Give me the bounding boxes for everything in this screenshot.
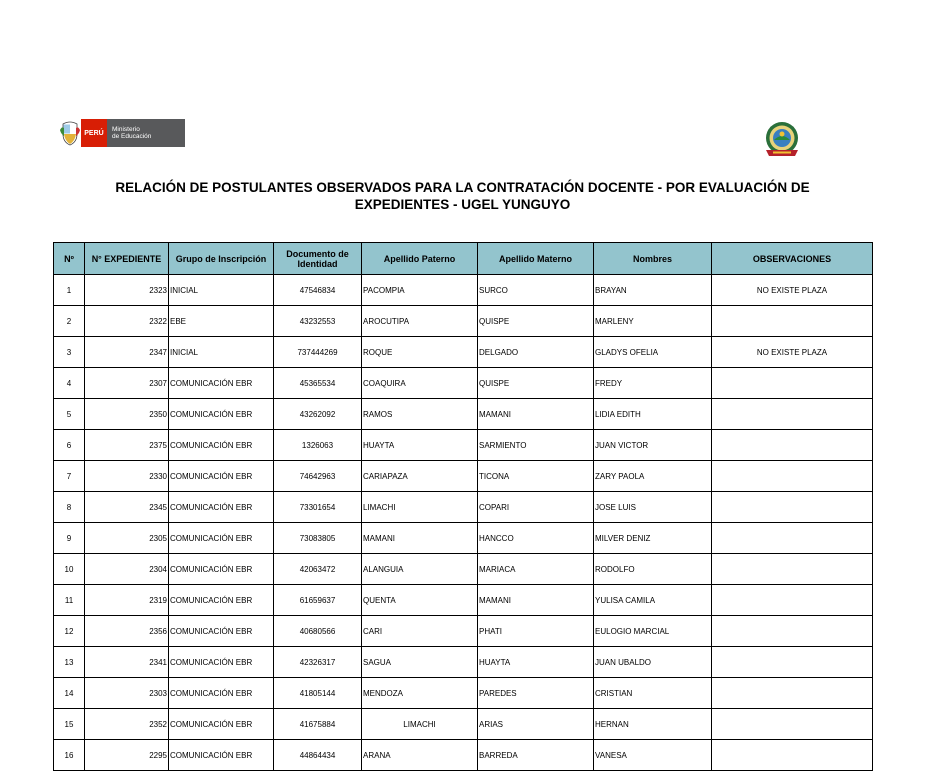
col-header-numero: Nº [54, 243, 85, 275]
cell-apellido-materno: TICONA [478, 461, 594, 492]
cell-documento: 44864434 [274, 740, 362, 771]
cell-documento: 41805144 [274, 678, 362, 709]
cell-apellido-materno: PHATI [478, 616, 594, 647]
table-body [54, 275, 873, 771]
col-header-nombres: Nombres [594, 243, 712, 275]
cell-documento: 43262092 [274, 399, 362, 430]
cell-expediente: 2319 [85, 585, 169, 616]
cell-observaciones [712, 399, 873, 430]
table-row [54, 523, 873, 554]
cell-grupo: INICIAL [169, 275, 274, 306]
cell-numero: 7 [54, 461, 85, 492]
cell-apellido-paterno: MAMANI [362, 523, 478, 554]
cell-grupo: COMUNICACIÓN EBR [169, 368, 274, 399]
cell-expediente: 2307 [85, 368, 169, 399]
cell-nombres: YULISA CAMILA [594, 585, 712, 616]
cell-documento: 47546834 [274, 275, 362, 306]
cell-observaciones [712, 616, 873, 647]
cell-apellido-paterno: LIMACHI [362, 709, 478, 740]
table-row [54, 647, 873, 678]
cell-apellido-materno: ARIAS [478, 709, 594, 740]
cell-grupo: COMUNICACIÓN EBR [169, 647, 274, 678]
cell-numero: 2 [54, 306, 85, 337]
cell-apellido-materno: QUISPE [478, 368, 594, 399]
cell-documento: 43232553 [274, 306, 362, 337]
title-line1: RELACIÓN DE POSTULANTES OBSERVADOS PARA LA CONTRATACIÓN DOCENTE - POR EVALUACIÓN DE [115, 180, 810, 195]
col-header-observaciones: OBSERVACIONES [712, 243, 873, 275]
col-header-expediente: N° EXPEDIENTE [85, 243, 169, 275]
cell-grupo: INICIAL [169, 337, 274, 368]
cell-apellido-paterno: ARANA [362, 740, 478, 771]
cell-numero: 1 [54, 275, 85, 306]
cell-grupo: COMUNICACIÓN EBR [169, 523, 274, 554]
ministry-label [107, 119, 185, 147]
cell-documento: 737444269 [274, 337, 362, 368]
cell-apellido-paterno: MENDOZA [362, 678, 478, 709]
minedu-logo [59, 118, 185, 148]
ugel-seal-icon [761, 120, 803, 160]
cell-nombres: FREDY [594, 368, 712, 399]
cell-documento: 61659637 [274, 585, 362, 616]
cell-apellido-materno: PAREDES [478, 678, 594, 709]
table-row [54, 709, 873, 740]
cell-apellido-materno: BARREDA [478, 740, 594, 771]
cell-apellido-paterno: CARI [362, 616, 478, 647]
cell-observaciones [712, 554, 873, 585]
table-row [54, 275, 873, 306]
table-row [54, 430, 873, 461]
table-row [54, 585, 873, 616]
table-row [54, 368, 873, 399]
cell-documento: 40680566 [274, 616, 362, 647]
cell-apellido-paterno: CARIAPAZA [362, 461, 478, 492]
table-row [54, 306, 873, 337]
cell-apellido-materno: MARIACA [478, 554, 594, 585]
table-row [54, 616, 873, 647]
cell-apellido-materno: MAMANI [478, 585, 594, 616]
cell-observaciones [712, 430, 873, 461]
cell-apellido-materno: HANCCO [478, 523, 594, 554]
cell-observaciones [712, 647, 873, 678]
cell-apellido-materno: SURCO [478, 275, 594, 306]
cell-numero: 16 [54, 740, 85, 771]
table-row [54, 740, 873, 771]
cell-expediente: 2323 [85, 275, 169, 306]
cell-observaciones: NO EXISTE PLAZA [712, 337, 873, 368]
cell-observaciones [712, 492, 873, 523]
table-row [54, 554, 873, 585]
cell-grupo: COMUNICACIÓN EBR [169, 399, 274, 430]
cell-grupo: COMUNICACIÓN EBR [169, 585, 274, 616]
coat-of-arms-icon [59, 118, 81, 148]
cell-apellido-paterno: COAQUIRA [362, 368, 478, 399]
cell-documento: 41675884 [274, 709, 362, 740]
cell-numero: 11 [54, 585, 85, 616]
cell-apellido-paterno: ROQUE [362, 337, 478, 368]
cell-expediente: 2352 [85, 709, 169, 740]
cell-numero: 4 [54, 368, 85, 399]
peru-label: PERÚ [81, 119, 107, 147]
cell-nombres: BRAYAN [594, 275, 712, 306]
page-title [60, 179, 865, 213]
cell-grupo: COMUNICACIÓN EBR [169, 740, 274, 771]
table-row [54, 678, 873, 709]
cell-apellido-materno: DELGADO [478, 337, 594, 368]
cell-documento: 73301654 [274, 492, 362, 523]
cell-expediente: 2305 [85, 523, 169, 554]
cell-apellido-materno: HUAYTA [478, 647, 594, 678]
cell-grupo: COMUNICACIÓN EBR [169, 492, 274, 523]
cell-documento: 42063472 [274, 554, 362, 585]
cell-grupo: COMUNICACIÓN EBR [169, 554, 274, 585]
cell-documento: 1326063 [274, 430, 362, 461]
cell-nombres: VANESA [594, 740, 712, 771]
cell-nombres: ZARY PAOLA [594, 461, 712, 492]
cell-apellido-paterno: HUAYTA [362, 430, 478, 461]
cell-observaciones [712, 740, 873, 771]
cell-numero: 14 [54, 678, 85, 709]
cell-apellido-paterno: RAMOS [362, 399, 478, 430]
cell-apellido-paterno: QUENTA [362, 585, 478, 616]
cell-expediente: 2350 [85, 399, 169, 430]
cell-observaciones: NO EXISTE PLAZA [712, 275, 873, 306]
cell-nombres: JOSE LUIS [594, 492, 712, 523]
cell-nombres: EULOGIO MARCIAL [594, 616, 712, 647]
cell-apellido-paterno: PACOMPIA [362, 275, 478, 306]
cell-numero: 8 [54, 492, 85, 523]
cell-numero: 5 [54, 399, 85, 430]
cell-expediente: 2347 [85, 337, 169, 368]
cell-grupo: COMUNICACIÓN EBR [169, 430, 274, 461]
cell-expediente: 2322 [85, 306, 169, 337]
cell-nombres: GLADYS OFELIA [594, 337, 712, 368]
cell-observaciones [712, 585, 873, 616]
ministry-line1: Ministerio [112, 126, 140, 133]
cell-documento: 45365534 [274, 368, 362, 399]
cell-observaciones [712, 678, 873, 709]
cell-nombres: MARLENY [594, 306, 712, 337]
cell-numero: 10 [54, 554, 85, 585]
cell-apellido-paterno: SAGUA [362, 647, 478, 678]
postulantes-table [53, 242, 873, 771]
cell-expediente: 2341 [85, 647, 169, 678]
cell-expediente: 2295 [85, 740, 169, 771]
cell-apellido-paterno: AROCUTIPA [362, 306, 478, 337]
cell-apellido-paterno: LIMACHI [362, 492, 478, 523]
cell-grupo: COMUNICACIÓN EBR [169, 616, 274, 647]
cell-documento: 42326317 [274, 647, 362, 678]
cell-grupo: EBE [169, 306, 274, 337]
cell-nombres: HERNAN [594, 709, 712, 740]
cell-apellido-materno: SARMIENTO [478, 430, 594, 461]
cell-expediente: 2375 [85, 430, 169, 461]
cell-grupo: COMUNICACIÓN EBR [169, 709, 274, 740]
cell-documento: 74642963 [274, 461, 362, 492]
cell-observaciones [712, 368, 873, 399]
col-header-documento: Documento de Identidad [274, 243, 362, 275]
table-row [54, 461, 873, 492]
table-row [54, 492, 873, 523]
cell-apellido-materno: QUISPE [478, 306, 594, 337]
col-header-apellido-paterno: Apellido Paterno [362, 243, 478, 275]
cell-grupo: COMUNICACIÓN EBR [169, 678, 274, 709]
cell-apellido-paterno: ALANGUIA [362, 554, 478, 585]
col-header-grupo: Grupo de Inscripción [169, 243, 274, 275]
cell-observaciones [712, 523, 873, 554]
ministry-line2: de Educación [112, 133, 152, 140]
cell-numero: 15 [54, 709, 85, 740]
cell-numero: 9 [54, 523, 85, 554]
cell-nombres: LIDIA EDITH [594, 399, 712, 430]
cell-observaciones [712, 461, 873, 492]
cell-apellido-materno: COPARI [478, 492, 594, 523]
cell-nombres: RODOLFO [594, 554, 712, 585]
table-row [54, 337, 873, 368]
cell-expediente: 2330 [85, 461, 169, 492]
cell-observaciones [712, 306, 873, 337]
cell-nombres: MILVER DENIZ [594, 523, 712, 554]
cell-nombres: JUAN UBALDO [594, 647, 712, 678]
cell-apellido-materno: MAMANI [478, 399, 594, 430]
cell-nombres: CRISTIAN [594, 678, 712, 709]
cell-expediente: 2304 [85, 554, 169, 585]
cell-numero: 13 [54, 647, 85, 678]
cell-documento: 73083805 [274, 523, 362, 554]
title-line2: EXPEDIENTES - UGEL YUNGUYO [354, 197, 571, 212]
table-row [54, 399, 873, 430]
cell-observaciones [712, 709, 873, 740]
cell-numero: 3 [54, 337, 85, 368]
cell-nombres: JUAN VICTOR [594, 430, 712, 461]
cell-numero: 6 [54, 430, 85, 461]
cell-expediente: 2345 [85, 492, 169, 523]
cell-expediente: 2356 [85, 616, 169, 647]
col-header-apellido-materno: Apellido Materno [478, 243, 594, 275]
cell-numero: 12 [54, 616, 85, 647]
cell-expediente: 2303 [85, 678, 169, 709]
table-header-row [54, 243, 873, 275]
cell-grupo: COMUNICACIÓN EBR [169, 461, 274, 492]
